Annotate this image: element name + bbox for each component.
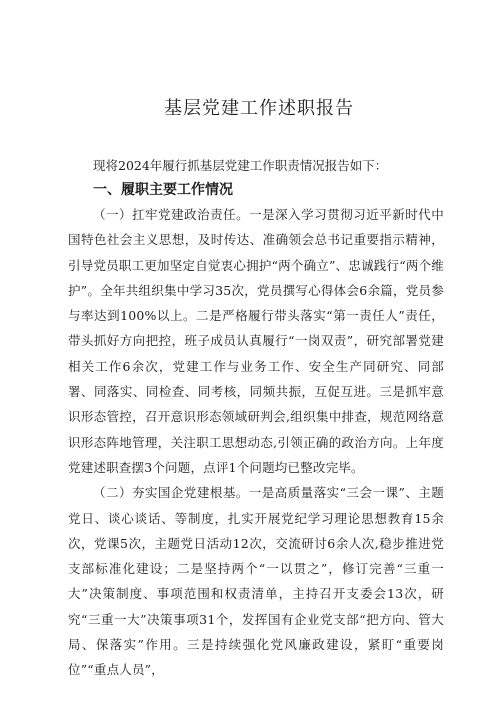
document-title: 基层党建工作述职报告 (164, 98, 354, 119)
intro-paragraph: 现将2024年履行抓基层党建工作职责情况报告如下： (93, 158, 388, 173)
body-paragraph-1: （一）扛牢党建政治责任。一是深入学习贯彻习近平新时代中国特色社会主义思想，及时传达、准确领会总书记重要指示精神，引导党员职工更加坚定自觉衷心拥护“两个确立”、忠诚践行“两个维护”。全年共组织集中学习35次，党员撰写心得体会6余篇，党员参与率达到100%以上。二是严格履行带头落实“第一责任人”责任，带头抓好方向把控，班子成员认真履行“一岗双责”，研究部署党建相关工作6余次，党建工作与业务工作、安全生产同研究、同部署、同落实、同检查、同考核，同频共振，互促互进。三是抓牢意识形态管控，召开意识形态领域研判会,组织集中排查，规范网络意识形态阵地管理，关注职工思想动态,引领正确的政治方向。上年度党建述职查摆3个问题，点评1个问题均已整改完毕。 (68, 207, 444, 475)
section-heading: 一、履职主要工作情况 (93, 182, 233, 198)
body-paragraph-2: （二）夯实国企党建根基。一是高质量落实“三会一课”、主题党日、谈心谈话、等制度，扎实开展党纪学习理论思想教育15余次，党课5次，主题党日活动12次，交流研讨6余人次,稳步推进党支部标准化建设；二是坚持两个“一以贯之”，修订完善“三重一大”决策制度、事项范围和权责清单，主持召开支委会13次，研究“三重一大”决策事项31个，发挥国有企业党支部“把方向、管大局、保落实”作用。三是持续强化党风廉政建设，紧盯“重要岗位”“重点人员”， (68, 485, 444, 678)
